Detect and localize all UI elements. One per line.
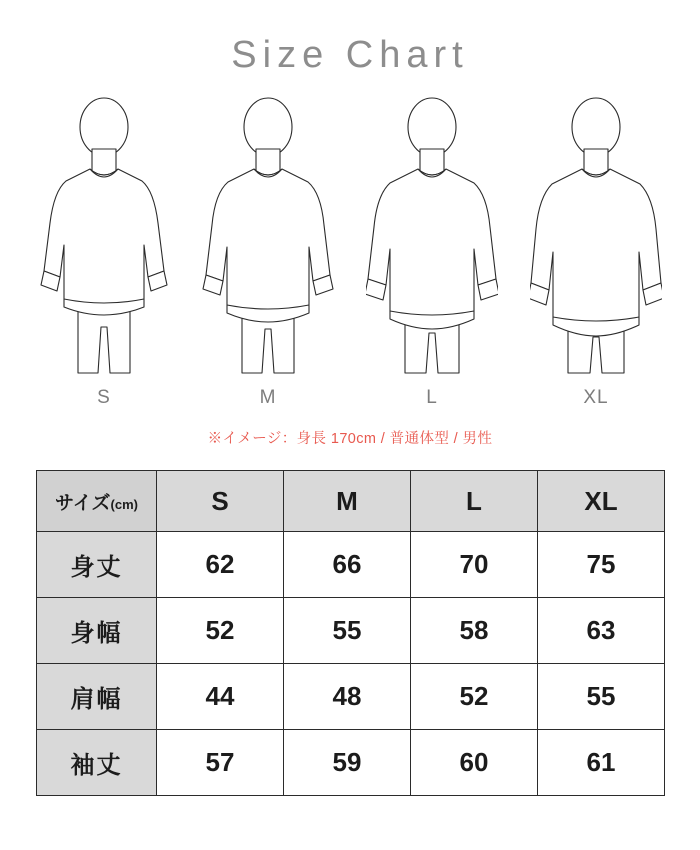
figure-cell-m (198, 95, 338, 409)
size-table (36, 470, 665, 796)
image-note: ※イメージ：身長 170cm / 普通体型 / 男性 (207, 431, 493, 447)
page-title: Size Chart (231, 34, 469, 76)
table-row (37, 664, 665, 730)
figure-label: XL (583, 387, 609, 408)
corner-label: サイズ (55, 492, 111, 514)
column-header-s: S (157, 471, 284, 532)
size-table-wrap (36, 470, 664, 796)
table-row (37, 598, 665, 664)
column-header-m: M (284, 471, 411, 532)
sweatshirt-figure-m (202, 95, 334, 385)
cell-sleeve-length-xl: 61 (538, 730, 665, 796)
corner-unit: (cm) (110, 496, 138, 512)
figure-cell-xl (526, 95, 666, 409)
figure-cell-l (362, 95, 502, 409)
table-row (37, 730, 665, 796)
column-header-l: L (411, 471, 538, 532)
figure-label: S (97, 387, 111, 408)
figure-row (0, 95, 700, 409)
cell-shoulder-width-s: 44 (157, 664, 284, 730)
table-header-row (37, 471, 665, 532)
figure-label: L (426, 387, 438, 408)
cell-body-width-xl: 63 (538, 598, 665, 664)
sweatshirt-figure-l (366, 95, 498, 385)
column-header-xl: XL (538, 471, 665, 532)
cell-shoulder-width-l: 52 (411, 664, 538, 730)
table-corner-header (37, 471, 157, 532)
row-label-body-length: 身丈 (37, 532, 157, 598)
cell-sleeve-length-l: 60 (411, 730, 538, 796)
cell-sleeve-length-m: 59 (284, 730, 411, 796)
figure-cell-s (34, 95, 174, 409)
cell-sleeve-length-s: 57 (157, 730, 284, 796)
sweatshirt-figure-xl (530, 95, 662, 385)
sweatshirt-figure-s (38, 95, 170, 385)
row-label-body-width: 身幅 (37, 598, 157, 664)
table-row (37, 532, 665, 598)
cell-body-width-m: 55 (284, 598, 411, 664)
cell-body-length-s: 62 (157, 532, 284, 598)
cell-shoulder-width-xl: 55 (538, 664, 665, 730)
row-label-sleeve-length: 袖丈 (37, 730, 157, 796)
cell-shoulder-width-m: 48 (284, 664, 411, 730)
cell-body-length-m: 66 (284, 532, 411, 598)
figure-label: M (259, 387, 277, 408)
row-label-shoulder-width: 肩幅 (37, 664, 157, 730)
cell-body-width-l: 58 (411, 598, 538, 664)
cell-body-length-xl: 75 (538, 532, 665, 598)
cell-body-width-s: 52 (157, 598, 284, 664)
cell-body-length-l: 70 (411, 532, 538, 598)
